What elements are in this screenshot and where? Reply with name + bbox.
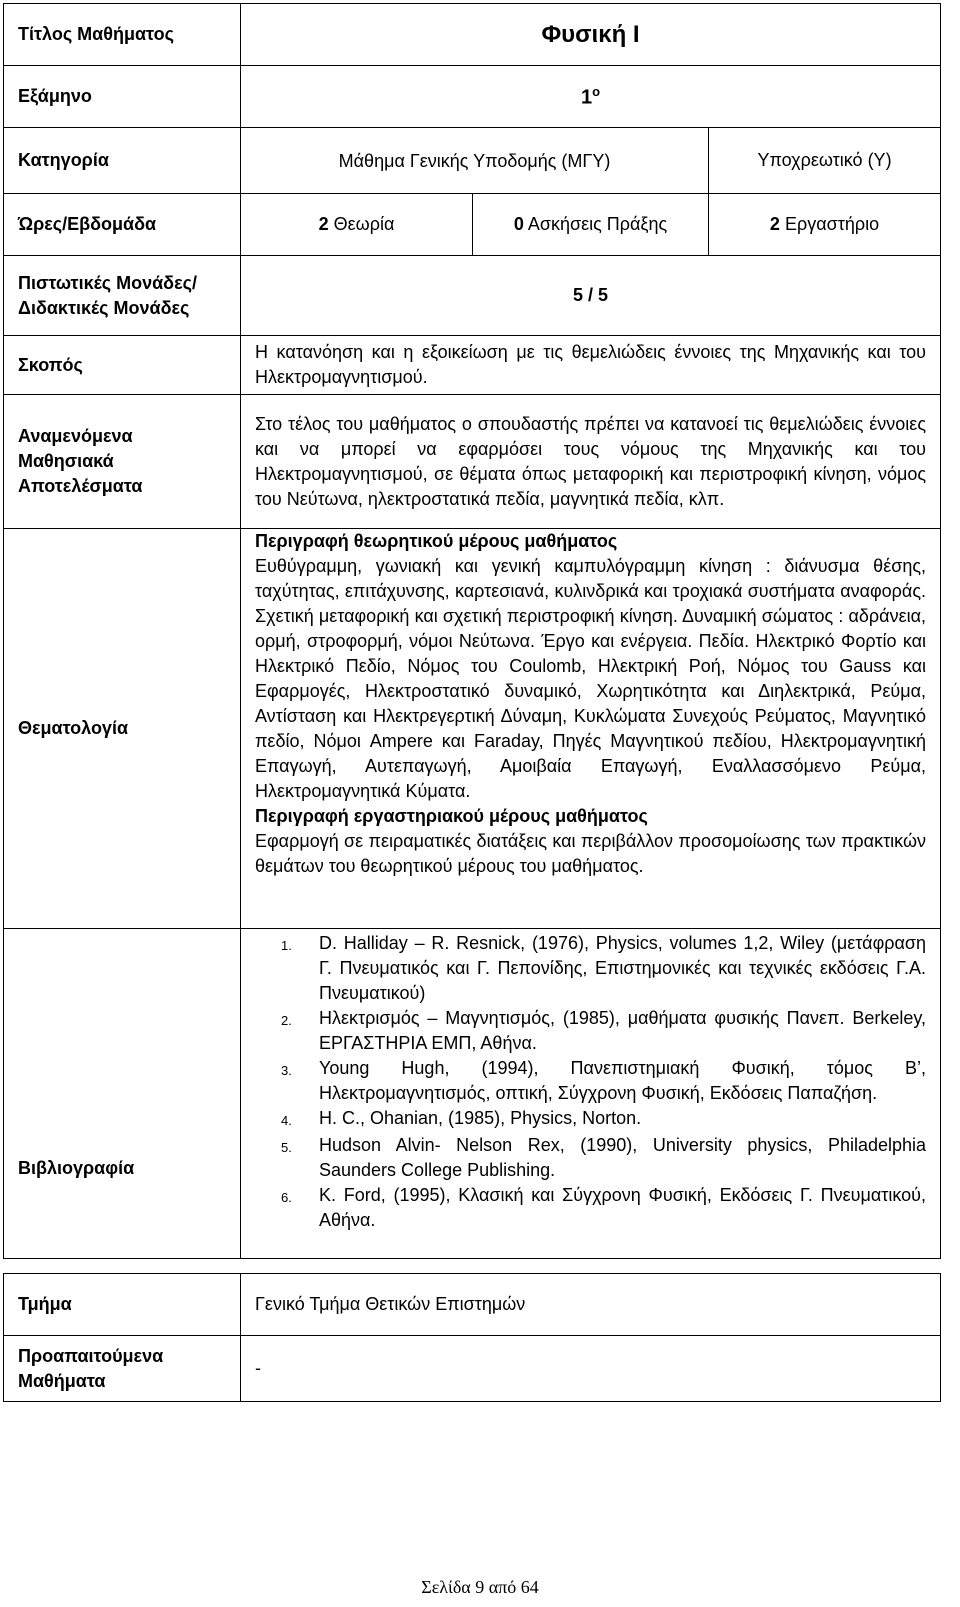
course-title: Φυσική Ι bbox=[241, 4, 941, 66]
bibliography-text: K. Ford, (1995), Κλασική και Σύγχρονη Φυσική, Εκδόσεις Γ. Πνευματικού, Αθήνα. bbox=[319, 1185, 927, 1230]
bibliography-num: 3. bbox=[281, 1063, 292, 1078]
bibliography-item bbox=[255, 931, 926, 1006]
category-value-2: Υποχρεωτικό (Υ) bbox=[709, 128, 941, 194]
outcomes-text: Στο τέλος του μαθήματος ο σπουδαστής πρέπει να κατανοεί τις θεμελιώδεις έννοιες και να μπορεί να εφαρμόσει τους νόμους της Μηχανικής και του Ηλεκτρομαγνητισμού, σε θέματα όπως μεταφορική και περιστροφική κίνηση, νόμος του Νεύτωνα, ηλεκτροστατικά πεδία, μαγνητικά πεδία, κλπ. bbox=[241, 395, 941, 529]
title-label: Τίτλος Μαθήματος bbox=[4, 4, 241, 66]
bibliography-num: 4. bbox=[281, 1113, 292, 1128]
department-label: Τμήμα bbox=[4, 1274, 241, 1336]
bibliography-text: Hudson Alvin- Nelson Rex, (1990), University physics, Philadelphia Saunders College Publishing. bbox=[319, 1135, 927, 1180]
page-number: Σελίδα 9 από 64 bbox=[421, 1577, 539, 1597]
credits-label: Πιστωτικές Μονάδες/ Διδακτικές Μονάδες bbox=[4, 256, 241, 336]
bibliography-num: 5. bbox=[281, 1140, 292, 1155]
bibliography-num: 6. bbox=[281, 1190, 292, 1205]
semester-value bbox=[241, 66, 941, 128]
bibliography-item bbox=[255, 1133, 926, 1183]
course-info-table bbox=[3, 3, 941, 1259]
category-label: Κατηγορία bbox=[4, 128, 241, 194]
bibliography-num: 1. bbox=[281, 938, 292, 953]
bibliography-num: 2. bbox=[281, 1013, 292, 1028]
bibliography-text: D. Halliday – R. Resnick, (1976), Physics, volumes 1,2, Wiley (μετάφραση Γ. Πνευματικός και Γ. Πεπονίδης, Επιστημονικές και τεχνικές εκδόσεις Γ.Α. Πνευματικού) bbox=[319, 933, 927, 1003]
bibliography-text: H. C., Ohanian, (1985), Physics, Norton. bbox=[319, 1108, 642, 1128]
bibliography-item bbox=[255, 1056, 926, 1106]
category-value-1: Μάθημα Γενικής Υποδομής (ΜΓΥ) bbox=[241, 128, 709, 194]
purpose-label: Σκοπός bbox=[4, 336, 241, 395]
bibliography-item bbox=[255, 1006, 926, 1056]
prereq-label: Προαπαιτούμενα Μαθήματα bbox=[4, 1336, 241, 1402]
credits-value: 5 / 5 bbox=[241, 256, 941, 336]
hours-lab-num: 2 bbox=[769, 214, 780, 234]
purpose-text: Η κατανόηση και η εξοικείωση με τις θεμελιώδεις έννοιες της Μηχανικής και του Ηλεκτρομαγνητισμού. bbox=[241, 336, 941, 395]
prereq-value: - bbox=[241, 1336, 941, 1402]
department-table bbox=[3, 1273, 941, 1402]
hours-theory-text: Θεωρία bbox=[333, 214, 395, 234]
semester-number: 1 bbox=[580, 86, 593, 109]
hours-exercises-num: 0 bbox=[513, 214, 524, 234]
topics-label: Θεματολογία bbox=[4, 529, 241, 929]
bibliography-text: Ηλεκτρισμός – Μαγνητισμός, (1985), μαθήματα φυσικής Πανεπ. Berkeley, ΕΡΓΑΣΤΗΡΙΑ ΕΜΠ, Αθήνα. bbox=[319, 1008, 927, 1053]
hours-theory bbox=[241, 194, 473, 256]
semester-label: Εξάμηνο bbox=[4, 66, 241, 128]
bibliography-item bbox=[255, 1106, 926, 1133]
lab-text: Εφαρμογή σε πειραματικές διατάξεις και περιβάλλον προσομοίωσης των πρακτικών θεμάτων του θεωρητικού μέρους του μαθήματος. bbox=[255, 831, 927, 876]
lab-heading: Περιγραφή εργαστηριακού μέρους μαθήματος bbox=[255, 806, 648, 826]
bibliography-item bbox=[255, 1183, 926, 1233]
hours-lab-text: Εργαστήριο bbox=[784, 214, 880, 234]
hours-label: Ώρες/Εβδομάδα bbox=[4, 194, 241, 256]
hours-lab bbox=[709, 194, 941, 256]
hours-exercises bbox=[473, 194, 709, 256]
outcomes-label: Αναμενόμενα Μαθησιακά Αποτελέσματα bbox=[4, 395, 241, 529]
hours-exercises-text: Ασκήσεις Πράξης bbox=[527, 214, 668, 234]
hours-theory-num: 2 bbox=[318, 214, 329, 234]
bibliography-label: Βιβλιογραφία bbox=[4, 929, 241, 1259]
department-value: Γενικό Τμήμα Θετικών Επιστημών bbox=[241, 1274, 941, 1336]
theory-text: Ευθύγραμμη, γωνιακή και γενική καμπυλόγραμμη κίνηση : διάνυσμα θέσης, ταχύτητας, επιτάχυνσης, καρτεσιανά, κυλινδρικά και τροχιακά συστήματα αναφοράς. Σχετική μεταφορική και σχετική περιστροφική κίνηση. Δυναμική σώματος : αδράνεια, ορμή, στροφορμή, νόμοι Νεύτωνα. Έργο και ενέργεια. Πεδία. Ηλεκτρικό Φορτίο και Ηλεκτρικό Πεδίο, Νόμος του Coulomb, Ηλεκτρική Ροή, Νόμος του Gauss και Εφαρμογές, Ηλεκτροστατικό δυναμικό, Χωρητικότητα και Διηλεκτρικά, Ρεύμα, Αντίσταση και Ηλεκτρεγερτική Δύναμη, Κυκλώματα Συνεχούς Ρεύματος, Μαγνητικό πεδίο, Νόμοι Ampere και Faraday, Πηγές Μαγνητικού πεδίου, Ηλεκτρομαγνητική Επαγωγή, Αυτεπαγωγή, Αμοιβαία Επαγωγή, Εναλλασσόμενο Ρεύμα, Ηλεκτρομαγνητικά Κύματα. bbox=[255, 556, 927, 801]
topics-content bbox=[241, 529, 941, 929]
semester-sup: ο bbox=[592, 83, 601, 99]
theory-heading: Περιγραφή θεωρητικού μέρους μαθήματος bbox=[255, 531, 618, 551]
bibliography-content bbox=[241, 929, 941, 1259]
bibliography-text: Young Hugh, (1994), Πανεπιστημιακή Φυσική, τόμος Β’, Ηλεκτρομαγνητισμός, οπτική, Σύγχρονη Φυσική, Εκδόσεις Παπαζήση. bbox=[319, 1058, 927, 1103]
bibliography-list bbox=[255, 931, 926, 1233]
